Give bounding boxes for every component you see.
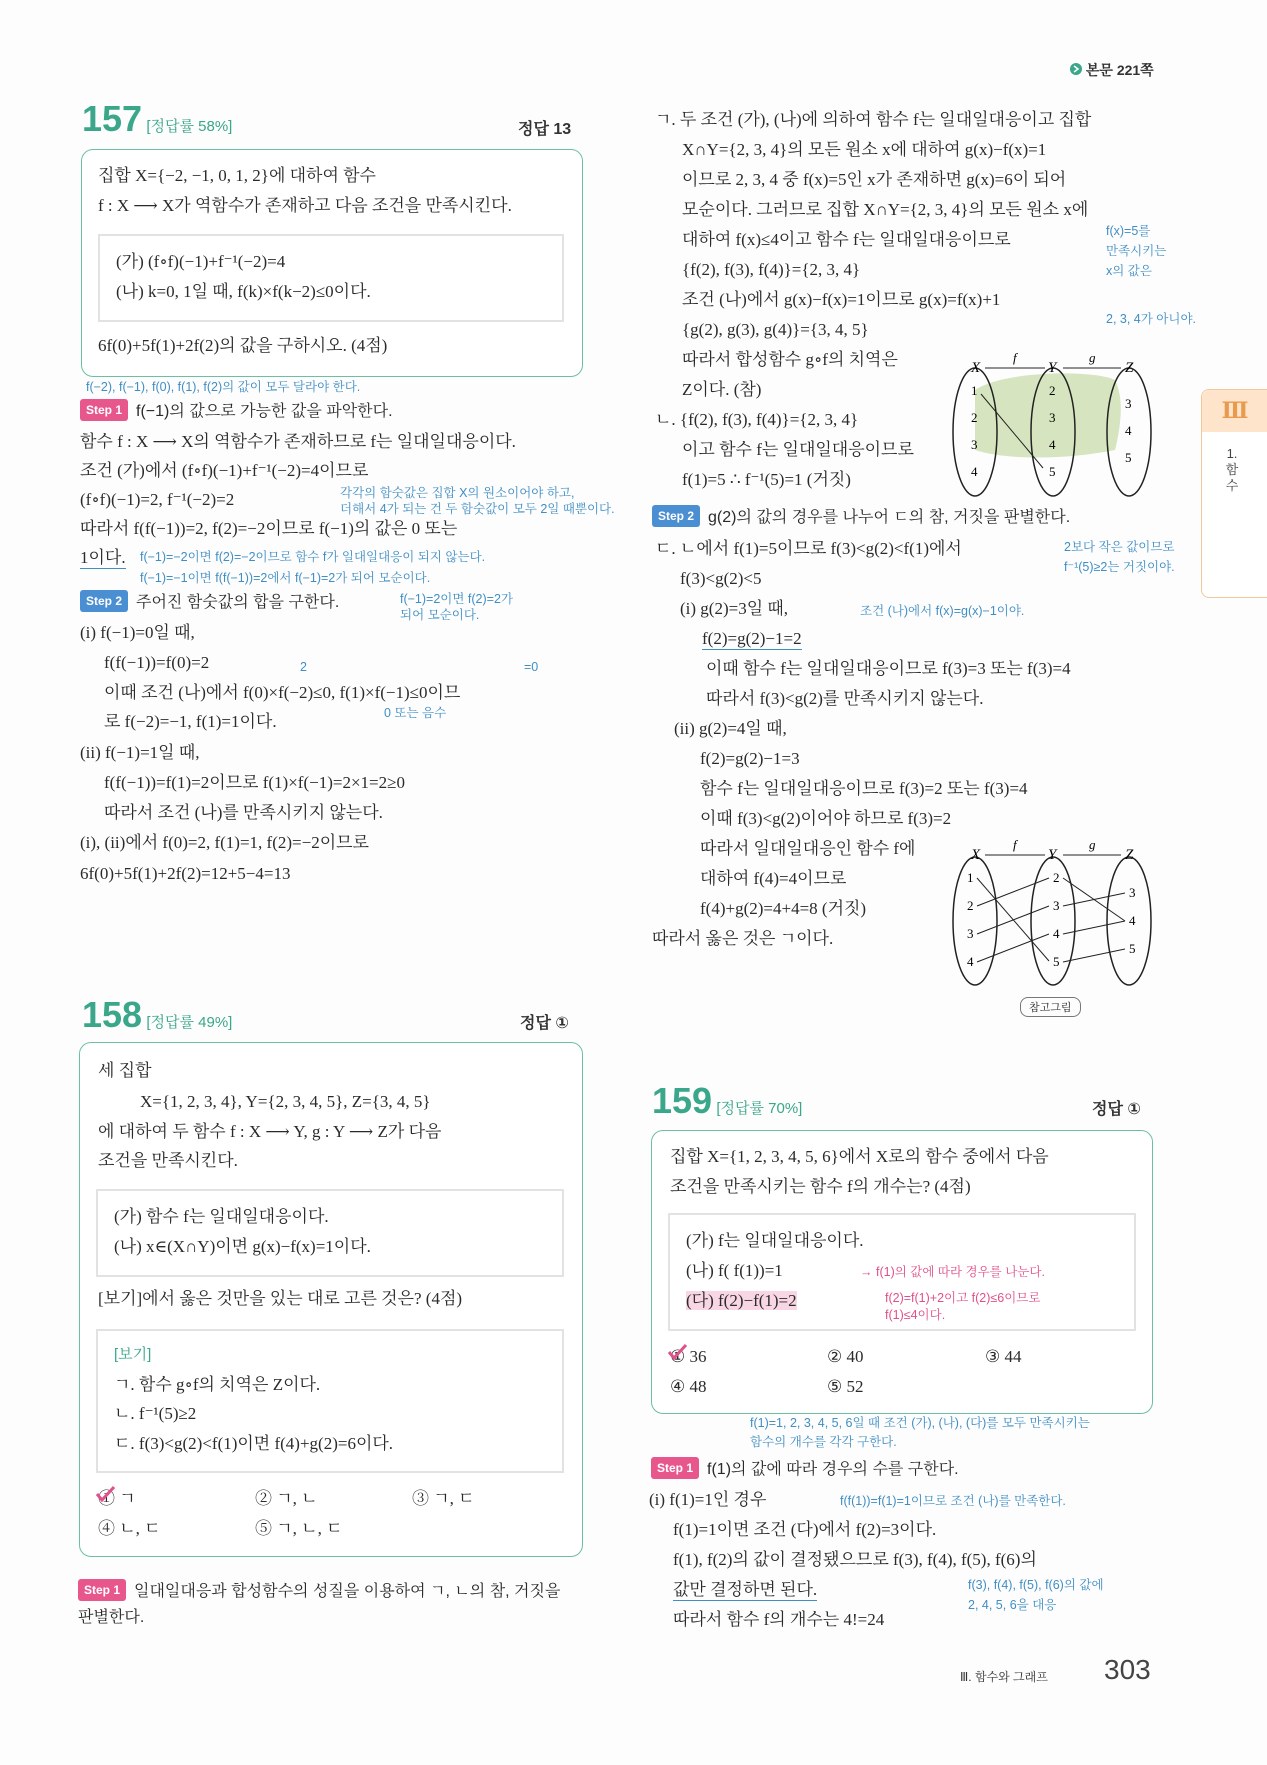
- condition-box: [668, 1213, 1136, 1331]
- solution-line: 따라서 f(f(−1))=2, f(2)=−2이므로 f(−1)의 값은 0 또는: [80, 519, 458, 538]
- solution-line: (i) f(−1)=0일 때,: [80, 623, 195, 642]
- step-badge: Step 1: [651, 1457, 699, 1479]
- step-1-heading: [651, 1457, 959, 1480]
- annotation: f(−1)=−2이면 f(2)=−2이므로 함수 f가 일대일대응이 되지 않는다.: [140, 550, 486, 564]
- choice-1[interactable]: [98, 1489, 136, 1509]
- annotation: f(f(1))=f(1)=1이므로 조건 (나)를 만족한다.: [840, 1494, 1066, 1508]
- step-badge: Step 1: [78, 1579, 126, 1601]
- solution-line: 대하여 f(4)=4이므로: [700, 869, 847, 888]
- solution-line: 6f(0)+5f(1)+2f(2)=12+5−4=13: [80, 864, 291, 883]
- annotation: 각각의 함숫값은 집합 X의 원소이어야 하고,: [340, 486, 575, 500]
- condition-box: [98, 234, 564, 322]
- step-2-heading: [652, 505, 1070, 528]
- correct-rate: [정답률 70%]: [716, 1100, 803, 1117]
- element: 2: [1053, 870, 1060, 885]
- annotation: 조건 (나)에서 f(x)=g(x)−1이야.: [860, 604, 1025, 618]
- figure-caption: 참고그림: [1020, 997, 1081, 1017]
- element: 5: [1049, 464, 1056, 479]
- solution-line: (i) g(2)=3일 때,: [680, 599, 789, 618]
- bogi-item: ㄴ. f⁻¹(5)≥2: [114, 1404, 197, 1423]
- answer-label: 정답 ①: [1092, 1101, 1141, 1118]
- choice-3[interactable]: ③ 44: [985, 1347, 1022, 1366]
- question-line: 세 집합: [98, 1061, 152, 1080]
- element: 3: [1129, 885, 1136, 900]
- solution-line: (ii) g(2)=4일 때,: [674, 719, 787, 738]
- solution-line: f(2)=g(2)−1=3: [700, 749, 800, 768]
- solution-line: (ii) f(−1)=1일 때,: [80, 743, 200, 762]
- solution-line: (i) f(1)=1인 경우: [649, 1490, 767, 1509]
- condition-line: [686, 1291, 797, 1311]
- bogi-item: ㄷ. f(3)<g(2)<f(1)이면 f(4)+g(2)=6이다.: [114, 1434, 394, 1453]
- choice-4[interactable]: ④ ㄴ, ㄷ: [98, 1519, 161, 1538]
- question-ask: [보기]에서 옳은 것만을 있는 대로 고른 것은? (4점): [98, 1289, 463, 1308]
- condition-line: (나) f( f(1))=1: [686, 1261, 783, 1280]
- choice-5[interactable]: ⑤ ㄱ, ㄴ, ㄷ: [255, 1519, 343, 1538]
- step-text: g(2)의 값의 경우를 나누어 ㄷ의 참, 거짓을 판별한다.: [708, 509, 1071, 526]
- bogi-item: ㄱ. 함수 g∘f의 치역은 Z이다.: [114, 1375, 321, 1394]
- problem-number: 159: [652, 1080, 713, 1121]
- chapter-label: 1. 함수: [1225, 446, 1239, 493]
- solution-line: f(f(−1))=f(0)=2: [104, 653, 210, 672]
- condition-line: (가) (f∘f)(−1)+f⁻¹(−2)=4: [116, 252, 286, 271]
- solution-line: 이때 함수 f는 일대일대응이므로 f(3)=3 또는 f(3)=4: [706, 659, 1071, 678]
- highlighted-condition: (다) f(2)−f(1)=2: [686, 1291, 797, 1310]
- annotation: f(x)=5를: [1106, 224, 1151, 238]
- step-text-continued: 판별한다.: [78, 1609, 145, 1626]
- choice-text: ① ㄱ: [98, 1489, 136, 1508]
- element: 5: [1129, 941, 1136, 956]
- element: 2: [1049, 383, 1056, 398]
- solution-line: ㄷ. ㄴ에서 f(1)=5이므로 f(3)<g(2)<f(1)에서: [655, 539, 962, 558]
- annotation: f⁻¹(5)≥2는 거짓이야.: [1064, 560, 1175, 574]
- annotation: f(−1)=2이면 f(2)=2가: [400, 592, 514, 606]
- condition-line: (가) 함수 f는 일대일대응이다.: [114, 1207, 329, 1226]
- solution-line: 이때 f(3)<g(2)이어야 하므로 f(3)=2: [700, 809, 952, 828]
- circle-arrow-icon: [1070, 63, 1082, 75]
- solution-line: 따라서 옳은 것은 ㄱ이다.: [652, 929, 834, 948]
- element: 3: [1053, 898, 1060, 913]
- solution-line: 대하여 f(x)≤4이고 함수 f는 일대일대응이므로: [682, 230, 1011, 249]
- condition-line: (나) k=0, 1일 때, f(k)×f(k−2)≤0이다.: [116, 282, 371, 301]
- annotation: f(1)=1, 2, 3, 4, 5, 6일 때 조건 (가), (나), (다)를 모두 만족시키는: [750, 1416, 1090, 1430]
- footer-section: Ⅲ. 함수와 그래프: [960, 1670, 1048, 1684]
- question-line: 조건을 만족시킨다.: [98, 1151, 238, 1170]
- reference-diagram: [945, 835, 1165, 990]
- problem-158-box: [79, 1042, 583, 1557]
- solution-line: {g(2), g(3), g(4)}={3, 4, 5}: [682, 320, 869, 339]
- chapter-roman: Ⅲ: [1202, 390, 1267, 432]
- set-label: X: [971, 847, 981, 863]
- check-mark-icon: [94, 1485, 116, 1503]
- solution-line: f(1)=5 ∴ f⁻¹(5)=1 (거짓): [682, 470, 851, 489]
- question-line: X={1, 2, 3, 4}, Y={2, 3, 4, 5}, Z={3, 4, 5}: [140, 1092, 431, 1111]
- solution-line: f(3)<g(2)<5: [680, 569, 762, 588]
- set-label: Y: [1048, 360, 1057, 376]
- solution-line: f(2)=g(2)−1=2: [702, 629, 802, 648]
- solution-line: {f(2), f(3), f(4)}={2, 3, 4}: [682, 260, 861, 279]
- annotation: f(−1)=−1이면 f(f(−1))=2에서 f(−1)=2가 되어 모순이다.: [140, 571, 431, 585]
- solution-line: 값만 결정하면 된다.: [673, 1580, 818, 1599]
- condition-box: [96, 1189, 564, 1277]
- choice-3[interactable]: ③ ㄱ, ㄷ: [412, 1489, 475, 1508]
- solution-line: f(1)=1이면 조건 (다)에서 f(2)=3이다.: [673, 1520, 937, 1539]
- step-text: f(1)의 값에 따라 경우의 수를 구한다.: [707, 1461, 959, 1478]
- map-label: g: [1089, 837, 1096, 852]
- solution-line: ㄱ. 두 조건 (가), (나)에 의하여 함수 f는 일대일대응이고 집합: [655, 110, 1092, 129]
- annotation: f(2)=f(1)+2이고 f(2)≤6이므로: [885, 1291, 1041, 1305]
- annotation: 만족시키는: [1106, 244, 1167, 258]
- problem-number: 157: [82, 98, 143, 139]
- annotation: 함수의 개수를 각각 구한다.: [750, 1435, 897, 1449]
- step-text: 주어진 함숫값의 합을 구한다.: [136, 594, 340, 611]
- annotation: f(1)≤4이다.: [885, 1308, 946, 1322]
- solution-line: Z이다. (참): [682, 380, 762, 399]
- element: 4: [967, 954, 974, 969]
- solution-line: 이때 조건 (나)에서 f(0)×f(−2)≤0, f(1)×f(−1)≤0이므: [104, 683, 461, 702]
- set-x-ellipse: [953, 857, 997, 985]
- element: 4: [1053, 926, 1060, 941]
- annotation: → f(1)의 값에 따라 경우를 나눈다.: [860, 1265, 1045, 1279]
- arrow-icon: →: [860, 1265, 876, 1279]
- solution-line: 함수 f는 일대일대응이므로 f(3)=2 또는 f(3)=4: [700, 779, 1028, 798]
- solution-line: 함수 f : X ⟶ X의 역함수가 존재하므로 f는 일대일대응이다.: [80, 432, 516, 451]
- solution-line: ㄴ. {f(2), f(3), f(4)}={2, 3, 4}: [655, 410, 859, 429]
- annotation: 0 또는 음수: [384, 706, 447, 720]
- set-label: Z: [1125, 847, 1134, 863]
- question-line: 에 대하여 두 함수 f : X ⟶ Y, g : Y ⟶ Z가 다음: [98, 1122, 442, 1141]
- question-ask: 6f(0)+5f(1)+2f(2)의 값을 구하시오. (4점): [98, 336, 388, 355]
- element: 2: [967, 898, 974, 913]
- problem-number: 158: [82, 994, 143, 1035]
- element: 3: [971, 437, 978, 452]
- element: 1: [971, 383, 978, 398]
- element: 2: [971, 410, 978, 425]
- solution-line: f(f(−1))=f(1)=2이므로 f(1)×f(−1)=2×1=2≥0: [104, 773, 405, 792]
- solution-line: 1이다.: [80, 548, 126, 567]
- annotation: f(3), f(4), f(5), f(6)의 값에: [968, 1578, 1104, 1592]
- step-text: 일대일대응과 합성함수의 성질을 이용하여 ㄱ, ㄴ의 참, 거짓을: [134, 1583, 561, 1600]
- reference-label: [1070, 60, 1154, 80]
- element: 5: [1125, 450, 1132, 465]
- annotation: 2, 4, 5, 6을 대응: [968, 1598, 1057, 1612]
- element: 4: [1049, 437, 1056, 452]
- solution-line: X∩Y={2, 3, 4}의 모든 원소 x에 대하여 g(x)−f(x)=1: [682, 140, 1047, 159]
- problem-157-box: [81, 149, 583, 377]
- choice-1[interactable]: [670, 1347, 707, 1367]
- set-label: Z: [1125, 360, 1134, 376]
- answer-label: 정답 ①: [520, 1015, 569, 1032]
- mapping-arrows: [977, 878, 1125, 962]
- annotation: 되어 모순이다.: [400, 608, 480, 622]
- solution-line: 로 f(−2)=−1, f(1)=1이다.: [104, 712, 277, 731]
- step-badge: Step 2: [80, 590, 128, 612]
- element: 3: [967, 926, 974, 941]
- solution-line: f(4)+g(2)=4+4=8 (거짓): [700, 899, 867, 918]
- map-label: f: [1013, 350, 1017, 365]
- question-line: f : X ⟶ X가 역함수가 존재하고 다음 조건을 만족시킨다.: [98, 196, 512, 215]
- element: 3: [1049, 410, 1056, 425]
- mapping-diagram: [945, 350, 1165, 500]
- condition-line: (가) f는 일대일대응이다.: [686, 1231, 864, 1250]
- element: 4: [1129, 913, 1136, 928]
- solution-line: 조건 (나)에서 g(x)−f(x)=1이므로 g(x)=f(x)+1: [682, 290, 1001, 309]
- element: 5: [1053, 954, 1060, 969]
- choice-4[interactable]: ④ 48: [670, 1377, 707, 1396]
- bogi-box: [96, 1329, 564, 1473]
- solution-line: 따라서 f(3)<g(2)를 만족시키지 않는다.: [706, 689, 984, 708]
- solution-line: (f∘f)(−1)=2, f⁻¹(−2)=2: [80, 490, 235, 509]
- annotation: 2보다 작은 값이므로: [1064, 540, 1175, 554]
- set-label: Y: [1048, 847, 1057, 863]
- map-label: f: [1013, 837, 1017, 852]
- chapter-tab[interactable]: [1201, 389, 1267, 598]
- reference-text: 본문 221쪽: [1085, 62, 1154, 78]
- step-1-heading: [78, 1579, 560, 1602]
- element: 3: [1125, 396, 1132, 411]
- problem-159-header: [652, 1080, 802, 1122]
- solution-line: 따라서 함수 f의 개수는 4!=24: [673, 1610, 885, 1629]
- solution-line: 이고 함수 f는 일대일대응이므로: [682, 440, 914, 459]
- page-number: 303: [1104, 1654, 1151, 1685]
- problem-159-box: [651, 1130, 1153, 1414]
- answer-label: 정답 13: [518, 121, 572, 138]
- step-text: f(−1)의 값으로 가능한 값을 파악한다.: [136, 403, 393, 420]
- step-badge: Step 1: [80, 399, 128, 421]
- solution-line: (i), (ii)에서 f(0)=2, f(1)=1, f(2)=−2이므로: [80, 833, 369, 852]
- set-label: X: [971, 360, 981, 376]
- solution-line: 조건 (가)에서 (f∘f)(−1)+f⁻¹(−2)=4이므로: [80, 461, 369, 480]
- choice-2[interactable]: ② ㄱ, ㄴ: [255, 1489, 318, 1508]
- element: 4: [971, 464, 978, 479]
- correct-rate: [정답률 49%]: [146, 1014, 233, 1031]
- question-line: 조건을 만족시키는 함수 f의 개수는? (4점): [670, 1177, 971, 1196]
- solution-line: 따라서 합성함수 g∘f의 치역은: [682, 350, 898, 369]
- map-label: g: [1089, 350, 1096, 365]
- correct-rate: [정답률 58%]: [146, 118, 233, 135]
- check-mark-icon: [666, 1343, 688, 1361]
- solution-line: f(1), f(2)의 값이 결정됐으므로 f(3), f(4), f(5), f(6)의: [673, 1550, 1037, 1569]
- solution-line: 모순이다. 그러므로 집합 X∩Y={2, 3, 4}의 모든 원소 x에: [682, 200, 1089, 219]
- solution-line: 이므로 2, 3, 4 중 f(x)=5인 x가 존재하면 g(x)=6이 되어: [682, 170, 1067, 189]
- question-line: 집합 X={−2, −1, 0, 1, 2}에 대하여 함수: [98, 166, 376, 185]
- element: 1: [967, 870, 974, 885]
- annotation: =0: [524, 660, 539, 674]
- annotation: 더해서 4가 되는 건 두 함숫값이 모두 2일 때뿐이다.: [340, 502, 615, 516]
- element: 4: [1125, 423, 1132, 438]
- choice-text: ① 36: [670, 1347, 707, 1366]
- step-1-heading: [80, 399, 393, 422]
- solution-line: 따라서 일대일대응인 함수 f에: [700, 839, 916, 858]
- annotation: f(−2), f(−1), f(0), f(1), f(2)의 값이 모두 달라야 한다.: [86, 380, 361, 394]
- annotation: 2, 3, 4가 아니야.: [1106, 312, 1196, 326]
- problem-157-header: [82, 98, 232, 140]
- choice-5[interactable]: ⑤ 52: [827, 1377, 864, 1396]
- choice-2[interactable]: ② 40: [827, 1347, 864, 1366]
- problem-158-header: [82, 994, 232, 1036]
- annotation: 2: [300, 660, 307, 674]
- step-badge: Step 2: [652, 505, 700, 527]
- annotation: x의 값은: [1106, 264, 1152, 278]
- step-2-heading: [80, 590, 339, 613]
- solution-line: 따라서 조건 (나)를 만족시키지 않는다.: [104, 803, 383, 822]
- question-line: 집합 X={1, 2, 3, 4, 5, 6}에서 X로의 함수 중에서 다음: [670, 1147, 1049, 1166]
- bogi-title: [보기]: [114, 1346, 152, 1363]
- condition-line: (나) x∈(X∩Y)이면 g(x)−f(x)=1이다.: [114, 1237, 371, 1256]
